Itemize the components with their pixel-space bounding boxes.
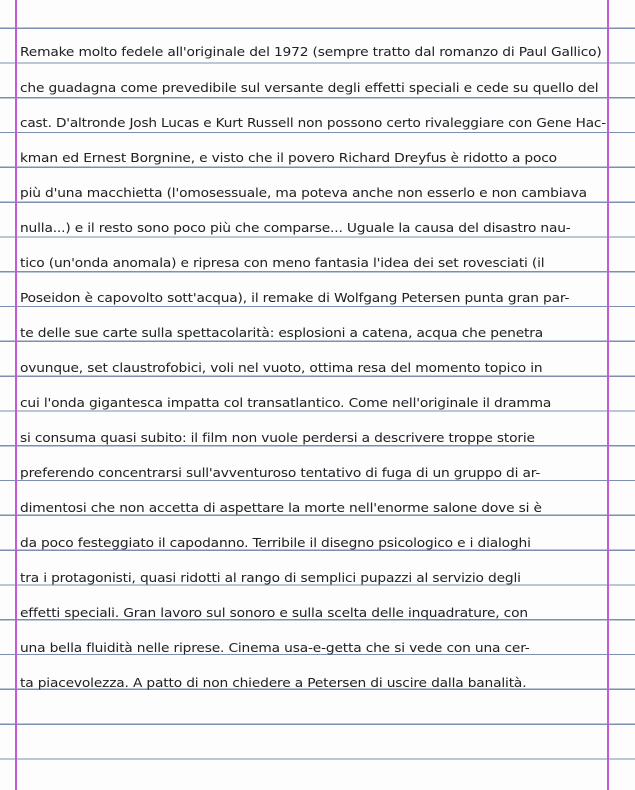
- handwritten-text-block: [20, 0, 610, 790]
- text-line-17: effetti speciali. Gran lavoro sul sonoro e sulla scelta delle inquadrature, con: [20, 606, 528, 620]
- text-line-11: cui l'onda gigantesca impatta col transatlantico. Come nell'originale il dramma: [20, 396, 552, 410]
- text-line-3: cast. D'altronde Josh Lucas e Kurt Russell non possono certo rivaleggiare con Gene Hac-: [20, 116, 607, 130]
- text-line-6: nulla...) e il resto sono poco più che comparse... Uguale la causa del disastro nau-: [20, 221, 571, 235]
- text-line-15: da poco festeggiato il capodanno. Terribile il disegno psicologico e i dialoghi: [20, 536, 531, 550]
- text-line-18: una bella fluidità nelle riprese. Cinema usa-e-getta che si vede con una cer-: [20, 641, 530, 655]
- text-line-2: che guadagna come prevedibile sul versante degli effetti speciali e cede su quello del: [20, 81, 599, 95]
- text-line-1: Remake molto fedele all'originale del 1972 (sempre tratto dal romanzo di Paul Gallico): [20, 45, 602, 59]
- left-margin-line: [15, 0, 17, 790]
- text-line-12: si consuma quasi subito: il film non vuole perdersi a descrivere troppe storie: [20, 431, 535, 445]
- text-line-19: ta piacevolezza. A patto di non chiedere a Petersen di uscire dalla banalità.: [20, 676, 527, 690]
- text-line-13: preferendo concentrarsi sull'avventuroso tentativo di fuga di un gruppo di ar-: [20, 466, 541, 480]
- text-line-14: dimentosi che non accetta di aspettare la morte nell'enorme salone dove si è: [20, 501, 542, 515]
- text-line-5: più d'una macchietta (l'omosessuale, ma poteva anche non esserlo e non cambiava: [20, 186, 587, 200]
- text-line-8: Poseidon è capovolto sott'acqua), il remake di Wolfgang Petersen punta gran par-: [20, 291, 570, 305]
- text-line-10: ovunque, set claustrofobici, voli nel vuoto, ottima resa del momento topico in: [20, 361, 543, 375]
- text-line-16: tra i protagonisti, quasi ridotti al rango di semplici pupazzi al servizio degli: [20, 571, 521, 585]
- text-line-9: te delle sue carte sulla spettacolarità: esplosioni a catena, acqua che penetra: [20, 326, 544, 340]
- text-line-4: kman ed Ernest Borgnine, e visto che il povero Richard Dreyfus è ridotto a poco: [20, 151, 557, 165]
- text-line-7: tico (un'onda anomala) e ripresa con meno fantasia l'idea dei set rovesciati (il: [20, 256, 545, 270]
